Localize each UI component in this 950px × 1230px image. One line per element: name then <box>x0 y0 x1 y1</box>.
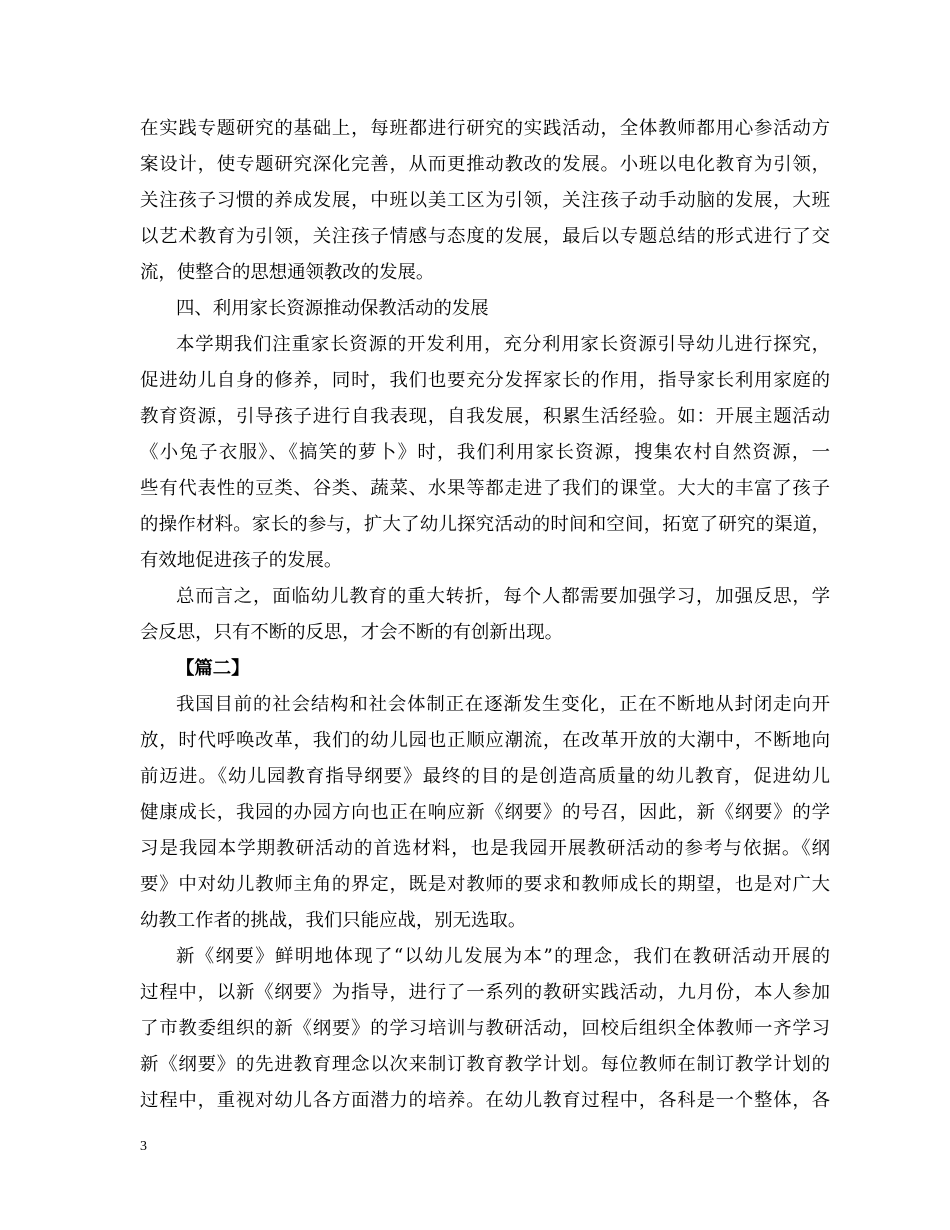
paragraph-line: 些有代表性的豆类、谷类、蔬菜、水果等都走进了我们的课堂。大大的丰富了孩子 <box>140 478 830 499</box>
paragraph-line: 健康成长，我园的办园方向也正在响应新《纲要》的号召，因此，新《纲要》的学 <box>140 802 830 823</box>
paragraph-line: 总而言之，面临幼儿教育的重大转折，每个人都需要加强学习，加强反思，学 <box>176 586 830 607</box>
paragraph-line: 促进幼儿自身的修养，同时，我们也要充分发挥家长的作用，指导家长利用家庭的 <box>140 370 830 391</box>
paragraph-line: 以艺术教育为引领，关注孩子情感与态度的发展，最后以专题总结的形式进行了交 <box>140 226 830 247</box>
paragraph-line: 新《纲要》的先进教育理念以次来制订教育教学计划。每位教师在制订教学计划的 <box>140 1054 830 1075</box>
paragraph-line: 了市教委组织的新《纲要》的学习培训与教研活动，回校后组织全体教师一齐学习 <box>140 1018 830 1039</box>
paragraph-line: 幼教工作者的挑战，我们只能应战，别无选取。 <box>140 910 527 931</box>
paragraph-line: 前迈进。《幼儿园教育指导纲要》最终的目的是创造高质量的幼儿教育，促进幼儿 <box>140 766 830 787</box>
paragraph-line: 本学期我们注重家长资源的开发利用，充分利用家长资源引导幼儿进行探究， <box>176 334 830 355</box>
paragraph-line: 新《纲要》鲜明地体现了“以幼儿发展为本”的理念，我们在教研活动开展的 <box>176 946 830 967</box>
paragraph-line: 《小兔子衣服》、《搞笑的萝卜》时，我们利用家长资源，搜集农村自然资源，一 <box>140 442 830 463</box>
paragraph-line: 习是我园本学期教研活动的首选材料，也是我园开展教研活动的参考与依据。《纲 <box>140 838 830 859</box>
paragraph-line: 会反思，只有不断的反思，才会不断的有创新出现。 <box>140 622 563 643</box>
paragraph-line: 放，时代呼唤改革，我们的幼儿园也正顺应潮流，在改革开放的大潮中，不断地向 <box>140 730 830 751</box>
paragraph-line: 教育资源，引导孩子进行自我表现，自我发展，积累生活经验。如：开展主题活动 <box>140 406 830 427</box>
paragraph-line: 过程中，以新《纲要》为指导，进行了一系列的教研实践活动，九月份，本人参加 <box>140 982 830 1003</box>
paragraph-line: 流，使整合的思想通领教改的发展。 <box>140 262 435 283</box>
page-number: 3 <box>140 1139 147 1154</box>
paragraph-line: 我国目前的社会结构和社会体制正在逐渐发生变化，正在不断地从封闭走向开 <box>176 694 830 715</box>
paragraph-line: 过程中，重视对幼儿各方面潜力的培养。在幼儿教育过程中，各科是一个整体，各 <box>140 1090 830 1111</box>
paragraph-line: 案设计，使专题研究深化完善，从而更推动教改的发展。小班以电化教育为引领， <box>140 154 830 175</box>
paragraph-line: 要》中对幼儿教师主角的界定，既是对教师的要求和教师成长的期望，也是对广大 <box>140 874 830 895</box>
paragraph-line: 在实践专题研究的基础上，每班都进行研究的实践活动，全体教师都用心参活动方 <box>140 118 830 139</box>
section-heading: 四、利用家长资源推动保教活动的发展 <box>176 298 489 319</box>
section-title: 【篇二】 <box>176 658 250 679</box>
paragraph-line: 的操作材料。家长的参与，扩大了幼儿探究活动的时间和空间，拓宽了研究的渠道， <box>140 514 830 535</box>
paragraph-line: 关注孩子习惯的养成发展，中班以美工区为引领，关注孩子动手动脑的发展，大班 <box>140 190 830 211</box>
paragraph-line: 有效地促进孩子的发展。 <box>140 550 343 571</box>
